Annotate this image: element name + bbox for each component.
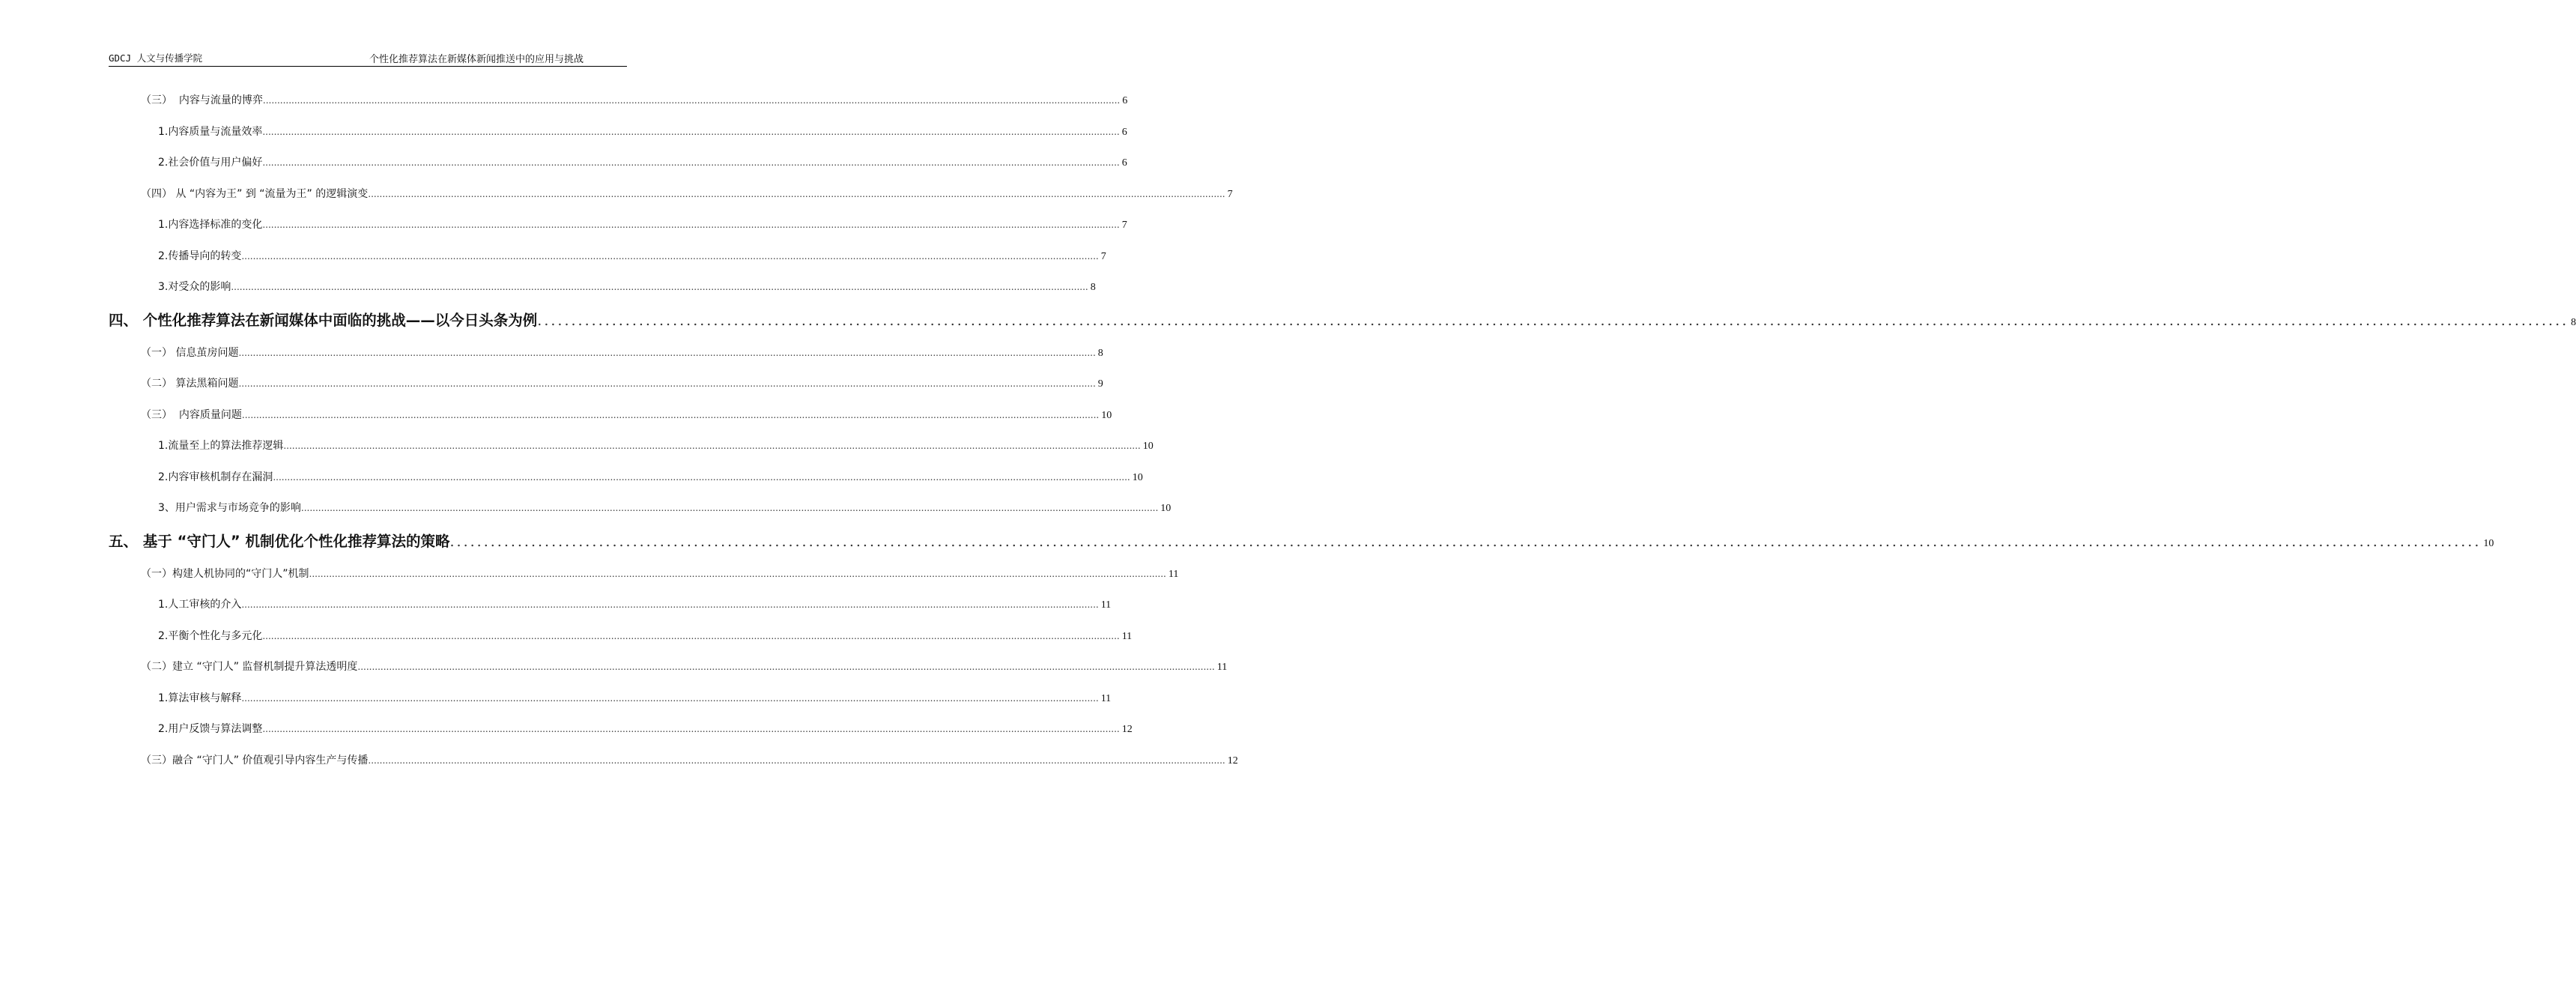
toc-leader: ............................................................................................................................................................................................................................................................................................................ <box>238 378 1096 389</box>
toc-chapter-title: 五、 基于 “守门人” 机制优化个性化推荐算法的策略 <box>109 532 450 550</box>
toc-leader: ............................................................................................................................................................................................................................................................................................................ <box>537 312 2569 329</box>
toc-page-number: 8 <box>2571 316 2576 328</box>
toc-entry[interactable] <box>109 652 1228 683</box>
toc-page-number: 10 <box>2483 537 2494 549</box>
toc-leader: ............................................................................................................................................................................................................................................................................................................ <box>309 568 1166 579</box>
header-school: GDCJ 人文与传播学院 <box>109 52 203 64</box>
toc-page-number: 7 <box>1100 250 1106 262</box>
toc-leader: ............................................................................................................................................................................................................................................................................................................ <box>238 347 1096 358</box>
toc-entry[interactable] <box>109 746 1238 777</box>
toc-entry-title: （二） 算法黑箱问题 <box>141 378 239 390</box>
toc-page-number: 11 <box>1121 630 1133 642</box>
page-header <box>109 49 627 67</box>
toc-entry[interactable] <box>109 493 1172 524</box>
toc-entry[interactable] <box>109 241 1106 273</box>
toc-page-number: 9 <box>1097 378 1103 390</box>
toc-chapter-title: 四、 个性化推荐算法在新闻媒体中面临的挑战——以今日头条为例 <box>109 311 538 329</box>
toc-leader: ............................................................................................................................................................................................................................................................................................................ <box>262 157 1120 168</box>
toc-page-number: 8 <box>1090 282 1096 293</box>
toc-leader: ............................................................................................................................................................................................................................................................................................................ <box>241 692 1099 704</box>
toc-leader: ............................................................................................................................................................................................................................................................................................................ <box>273 471 1130 483</box>
toc-page-number: 8 <box>1097 347 1103 359</box>
toc-entry[interactable] <box>109 210 1127 241</box>
toc-page-number: 12 <box>1227 755 1238 766</box>
toc-entry-title: 1.人工审核的介入 <box>158 599 242 611</box>
toc-page-number: 11 <box>1168 568 1179 580</box>
toc-leader: ............................................................................................................................................................................................................................................................................................................ <box>241 409 1100 420</box>
toc-entry[interactable] <box>109 117 1127 148</box>
toc-entry-title: 3.对受众的影响 <box>158 281 231 293</box>
table-of-contents <box>109 85 2576 776</box>
toc-entry-title: （三）融合 “守门人” 价值观引导内容生产与传播 <box>141 754 369 766</box>
toc-entry[interactable] <box>109 338 1103 369</box>
toc-entry-title: （一） 信息茧房问题 <box>141 346 239 359</box>
header-thesis-title: 个性化推荐算法在新媒体新闻推送中的应用与挑战 <box>369 54 584 65</box>
toc-entry[interactable] <box>109 683 1112 715</box>
toc-entry-title: （二）建立 “守门人” 监督机制提升算法透明度 <box>141 661 358 673</box>
toc-leader: ............................................................................................................................................................................................................................................................................................................ <box>262 630 1120 641</box>
toc-chapter-entry[interactable] <box>109 303 2576 338</box>
toc-entry-title: （一）构建人机协同的“守门人”机制 <box>141 567 309 580</box>
toc-page-number: 11 <box>1100 692 1112 704</box>
toc-page-number: 10 <box>1160 503 1172 514</box>
toc-page-number: 6 <box>1122 95 1128 106</box>
toc-entry-title: 2.传播导向的转变 <box>158 250 242 262</box>
toc-leader: ............................................................................................................................................................................................................................................................................................................ <box>262 126 1120 137</box>
toc-leader: ............................................................................................................................................................................................................................................................................................................ <box>368 755 1225 766</box>
toc-entry[interactable] <box>109 714 1133 746</box>
toc-entry[interactable] <box>109 272 1096 303</box>
toc-entry[interactable] <box>109 462 1143 494</box>
toc-entry-title: 1.内容选择标准的变化 <box>158 219 263 231</box>
toc-page-number: 7 <box>1121 220 1127 231</box>
toc-entry[interactable] <box>109 431 1154 462</box>
toc-entry-title: 2.用户反馈与算法调整 <box>158 723 263 735</box>
toc-entry-title: 2.内容审核机制存在漏洞 <box>158 471 273 483</box>
toc-page-number: 10 <box>1142 441 1154 452</box>
toc-leader: ............................................................................................................................................................................................................................................................................................................ <box>241 599 1099 610</box>
toc-leader: ............................................................................................................................................................................................................................................................................................................ <box>262 220 1120 230</box>
toc-leader: ............................................................................................................................................................................................................................................................................................................ <box>300 503 1159 513</box>
toc-entry-title: 2.社会价值与用户偏好 <box>158 157 263 169</box>
toc-page-number: 11 <box>1216 662 1228 673</box>
toc-chapter-entry[interactable] <box>109 524 2494 559</box>
toc-leader: ............................................................................................................................................................................................................................................................................................................ <box>262 95 1121 106</box>
toc-entry[interactable] <box>109 559 1179 590</box>
toc-leader: ............................................................................................................................................................................................................................................................................................................ <box>357 662 1215 672</box>
toc-page-number: 10 <box>1101 409 1112 421</box>
toc-leader: ............................................................................................................................................................................................................................................................................................................ <box>449 533 2482 550</box>
toc-leader: ............................................................................................................................................................................................................................................................................................................ <box>241 250 1099 261</box>
toc-leader: ............................................................................................................................................................................................................................................................................................................ <box>262 724 1120 734</box>
toc-entry-title: 1.内容质量与流量效率 <box>158 125 263 138</box>
toc-leader: ............................................................................................................................................................................................................................................................................................................ <box>283 441 1141 451</box>
toc-page-number: 11 <box>1100 599 1112 611</box>
toc-entry[interactable] <box>109 621 1133 653</box>
toc-entry[interactable] <box>109 400 1112 432</box>
toc-entry[interactable] <box>109 179 1233 211</box>
toc-entry-title: 1.流量至上的算法推荐逻辑 <box>158 440 284 452</box>
toc-page-number: 12 <box>1121 724 1133 735</box>
toc-entry[interactable] <box>109 590 1112 621</box>
toc-leader: ............................................................................................................................................................................................................................................................................................................ <box>231 282 1088 292</box>
toc-entry[interactable] <box>109 85 1128 117</box>
toc-entry-title: （三） 内容质量问题 <box>141 408 242 421</box>
toc-page-number: 10 <box>1132 471 1143 483</box>
toc-page-number: 6 <box>1121 126 1127 138</box>
toc-entry-title: 2.平衡个性化与多元化 <box>158 629 263 642</box>
toc-entry-title: 3、用户需求与市场竞争的影响 <box>158 502 301 514</box>
toc-entry[interactable] <box>109 369 1103 400</box>
toc-entry[interactable] <box>109 148 1127 179</box>
toc-leader: ............................................................................................................................................................................................................................................................................................................ <box>368 188 1225 199</box>
toc-page-number: 6 <box>1121 157 1127 169</box>
toc-entry-title: （三） 内容与流量的博弈 <box>141 94 263 106</box>
toc-entry-title: （四） 从 “内容为王” 到 “流量为王” 的逻辑演变 <box>141 187 369 200</box>
toc-entry-title: 1.算法审核与解释 <box>158 692 242 704</box>
toc-page-number: 7 <box>1227 188 1233 200</box>
